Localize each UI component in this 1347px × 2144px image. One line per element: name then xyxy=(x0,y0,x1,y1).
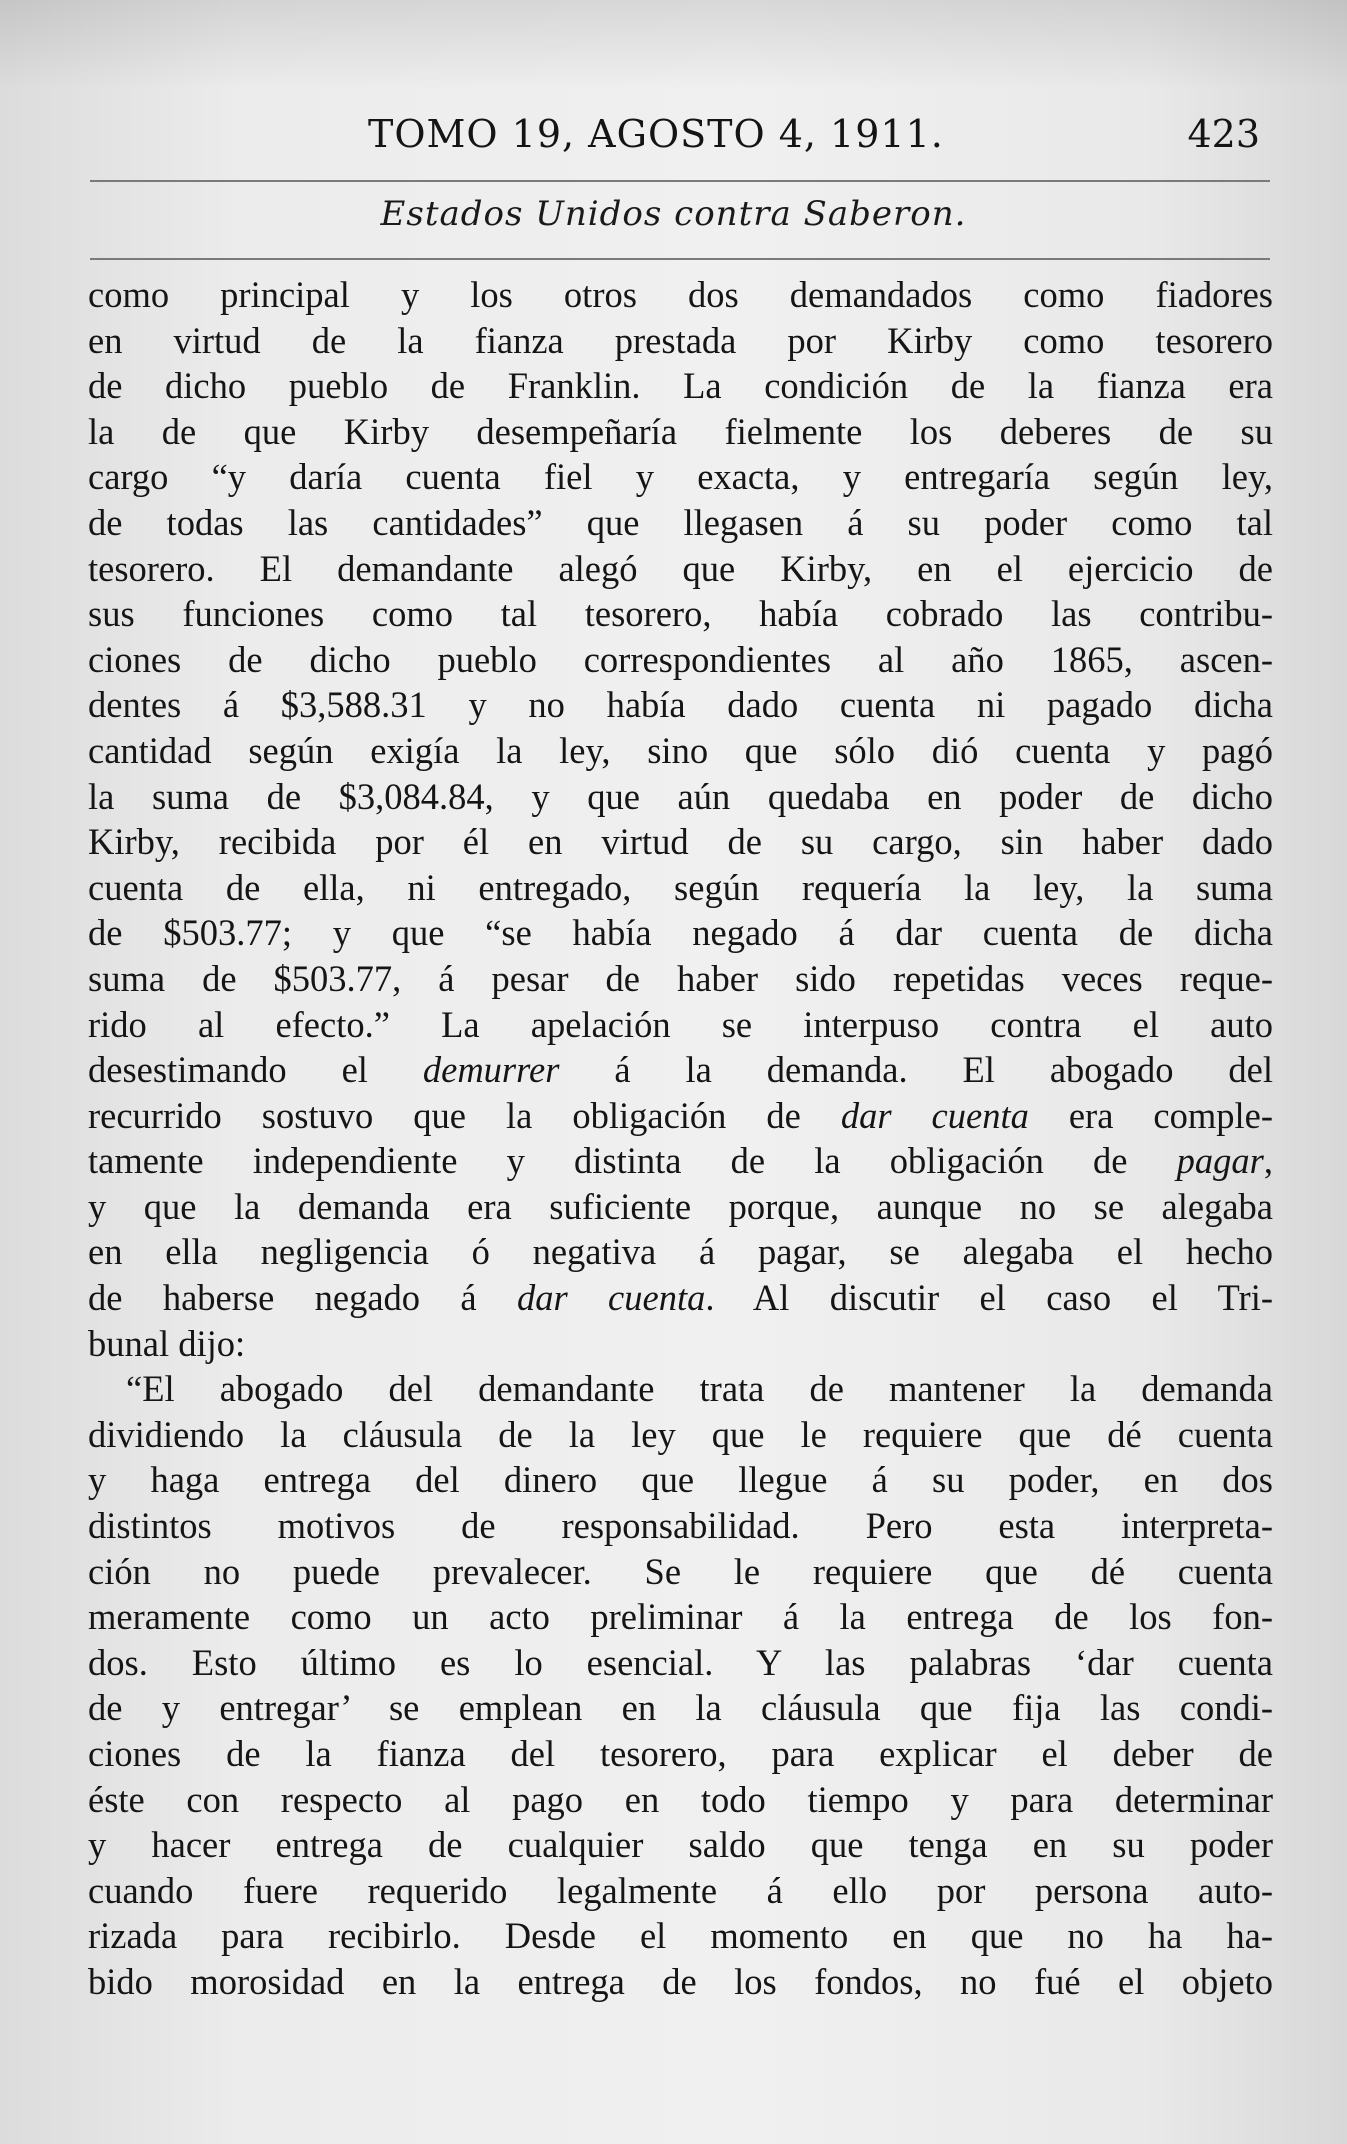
text-line: como principal y los otros dos demandados como fiadores xyxy=(88,274,1273,315)
italic-term: dar cuenta xyxy=(840,1094,1029,1136)
quote-line: ción no puede prevalecer. Se le requiere que dé cuenta xyxy=(88,1550,1273,1592)
quote-line: y haga entrega del dinero que llegue á su poder, en dos xyxy=(88,1459,1273,1501)
text-line: en virtud de la fianza prestada por Kirby como tesorero xyxy=(88,319,1273,361)
text-line: rido al efecto.” La apelación se interpuso contra el auto xyxy=(88,1003,1273,1045)
page-edge-shadow xyxy=(0,0,1347,90)
text-line: sus funciones como tal tesorero, había cobrado las contribu- xyxy=(88,593,1273,635)
page-header xyxy=(330,112,1260,172)
quote-line: de y entregar’ se emplean en la cláusula que fija las condi- xyxy=(88,1687,1273,1729)
quote-line: meramente como un acto preliminar á la entrega de los fon- xyxy=(88,1596,1273,1638)
text-line xyxy=(88,1093,1273,1139)
running-head: TOMO 19, AGOSTO 4, 1911. xyxy=(368,112,944,156)
quote-line: distintos motivos de responsabilidad. Pero esta interpreta- xyxy=(88,1505,1273,1547)
text-line: tesorero. El demandante alegó que Kirby, en el ejercicio de xyxy=(88,547,1273,589)
italic-term: demurrer xyxy=(422,1049,560,1091)
text-line xyxy=(88,1275,1273,1321)
text-line: y que la demanda era suficiente porque, aunque no se alegaba xyxy=(88,1185,1273,1227)
text-run: de haberse negado á xyxy=(88,1277,517,1319)
text-line: de dicho pueblo de Franklin. La condición de la fianza era xyxy=(88,365,1273,407)
quote-line: cuando fuere requerido legalmente á ello por persona auto- xyxy=(88,1869,1273,1911)
quote-line: “El abogado del demandante trata de mantener la demanda xyxy=(126,1368,1273,1410)
text-line: cargo “y daría cuenta fiel y exacta, y entregaría según ley, xyxy=(88,456,1273,498)
text-line: dentes á $3,588.31 y no había dado cuenta ni pagado dicha xyxy=(88,684,1273,726)
text-line: de todas las cantidades” que llegasen á su poder como tal xyxy=(88,501,1273,543)
quote-line: bido morosidad en la entrega de los fondos, no fué el objeto xyxy=(88,1960,1273,2002)
quote-line: éste con respecto al pago en todo tiempo y para determinar xyxy=(88,1778,1273,1820)
text-line: la de que Kirby desempeñaría fielmente los deberes de su xyxy=(88,410,1273,452)
quote-line: y hacer entrega de cualquier saldo que tenga en su poder xyxy=(88,1824,1273,1866)
header-rule-bottom xyxy=(90,258,1270,260)
text-run: á la demanda. El abogado del xyxy=(559,1049,1274,1091)
text-run: recurrido sostuvo que la obligación de xyxy=(88,1094,841,1136)
quote-line: rizada para recibirlo. Desde el momento en que no ha ha- xyxy=(88,1915,1273,1957)
text-line: en ella negligencia ó negativa á pagar, se alegaba el hecho xyxy=(88,1231,1273,1273)
text-run: , xyxy=(1263,1140,1273,1182)
text-line xyxy=(88,1138,1273,1184)
text-line: Kirby, recibida por él en virtud de su cargo, sin haber dado xyxy=(88,821,1273,863)
text-line: de $503.77; y que “se había negado á dar cuenta de dicha xyxy=(88,912,1273,954)
quote-line: dividiendo la cláusula de la ley que le requiere que dé cuenta xyxy=(88,1413,1273,1455)
quote-line: dos. Esto último es lo esencial. Y las palabras ‘dar cuenta xyxy=(88,1641,1273,1683)
text-line: la suma de $3,084.84, y que aún quedaba en poder de dicho xyxy=(88,775,1273,817)
text-run: . Al discutir el caso el Tri- xyxy=(705,1277,1274,1319)
header-rule-top xyxy=(90,180,1270,182)
text-run: tamente independiente y distinta de la obligación de xyxy=(88,1140,1177,1182)
text-line xyxy=(88,1047,1273,1093)
text-line: cantidad según exigía la ley, sino que sólo dió cuenta y pagó xyxy=(88,729,1273,771)
case-title: Estados Unidos contra Saberon. xyxy=(380,194,967,234)
body-text xyxy=(88,272,1273,2005)
text-line: cuenta de ella, ni entregado, según requería la ley, la suma xyxy=(88,866,1273,908)
italic-term: pagar xyxy=(1176,1140,1264,1182)
text-line: suma de $503.77, á pesar de haber sido repetidas veces reque- xyxy=(88,957,1273,999)
text-run: desestimando el xyxy=(88,1049,423,1091)
page-number: 423 xyxy=(1187,112,1260,156)
quote-line: ciones de la fianza del tesorero, para explicar el deber de xyxy=(88,1733,1273,1774)
text-line: ciones de dicho pueblo correspondientes al año 1865, ascen- xyxy=(88,638,1273,680)
text-line: bunal dijo: xyxy=(88,1322,246,1364)
text-run: era comple- xyxy=(1028,1094,1273,1136)
italic-term: dar cuenta xyxy=(516,1277,706,1319)
